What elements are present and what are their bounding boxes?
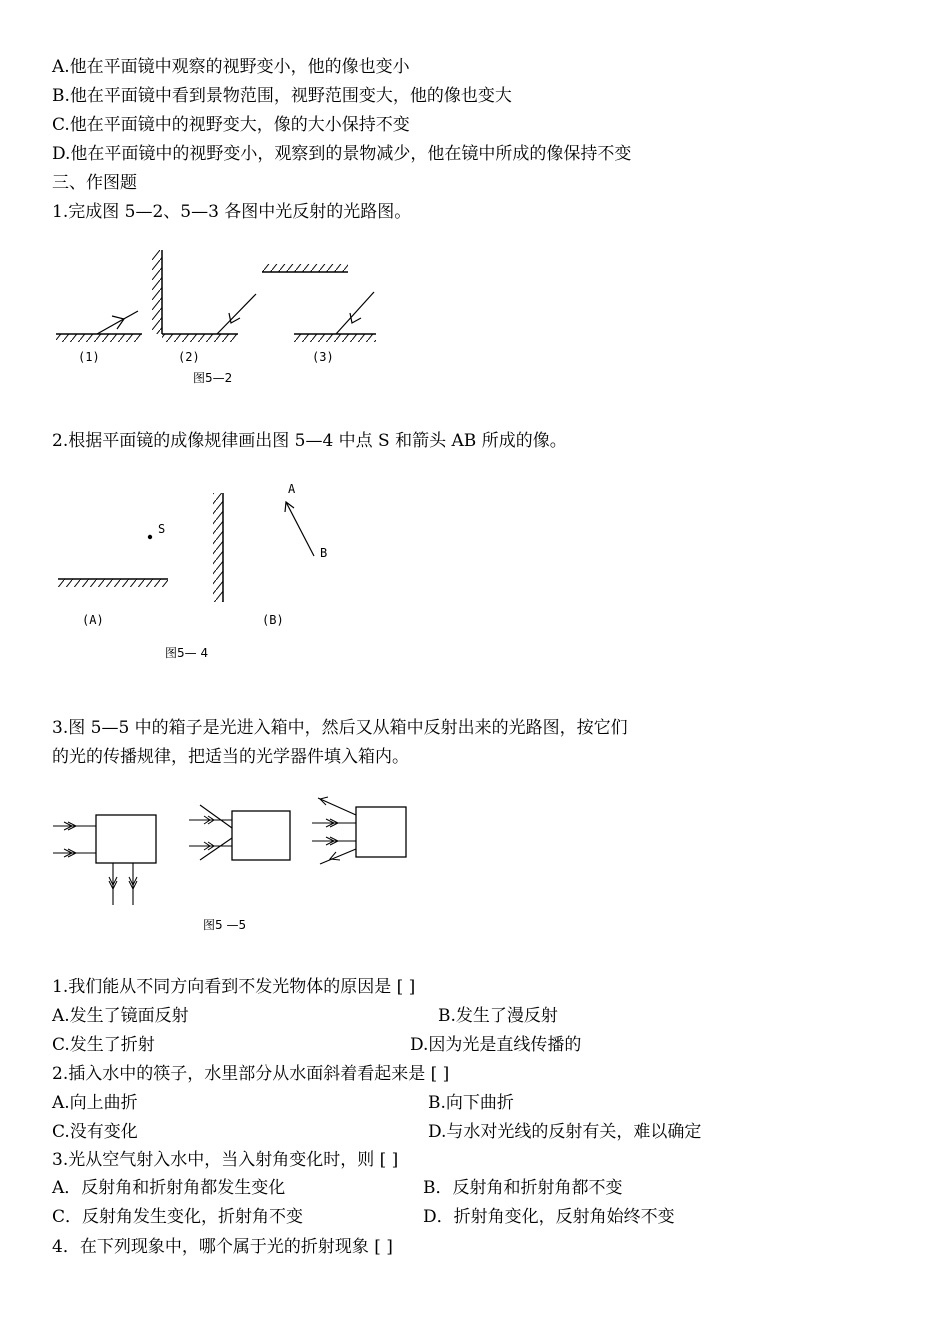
option-c-prev: C.他在平面镜中的视野变大，像的大小保持不变 (52, 115, 410, 135)
black-box-2 (232, 811, 290, 860)
black-box-1 (96, 815, 156, 863)
q2-text: 2.根据平面镜的成像规律画出图 5—4 中点 S 和箭头 AB 所成的像。 (52, 431, 567, 451)
q3-text-2: 的光的传播规律，把适当的光学器件填入箱内。 (52, 747, 409, 767)
mc1-option-b: B.发生了漫反射 (438, 1006, 558, 1026)
mc1-option-d: D.因为光是直线传播的 (410, 1035, 582, 1055)
mc2-option-b: B.向下曲折 (428, 1093, 514, 1113)
mc2-option-a: A.向上曲折 (52, 1093, 138, 1113)
mc3-question: 3.光从空气射入水中，当入射角变化时，则 [ ] (52, 1150, 399, 1170)
caption-5-2: 图5—2 (193, 371, 233, 385)
option-b-prev: B.他在平面镜中看到景物范围，视野范围变大，他的像也变大 (52, 86, 512, 106)
section-title: 三、作图题 (52, 173, 137, 193)
caption-5-5: 图5 —5 (203, 918, 247, 932)
fig-label-2: (2) (178, 350, 200, 364)
option-d-prev: D.他在平面镜中的视野变小，观察到的景物减少，他在镜中所成的像保持不变 (52, 144, 632, 164)
mc2-option-c: C.没有变化 (52, 1122, 138, 1142)
mc1-option-c: C.发生了折射 (52, 1035, 155, 1055)
mc3-option-a: A．反射角和折射角都发生变化 (52, 1178, 286, 1198)
fig-label-a: (A) (82, 613, 104, 627)
mc3-option-d: D．折射角变化，反射角始终不变 (423, 1207, 675, 1227)
fig-label-b: (B) (262, 613, 284, 627)
q1-text: 1.完成图 5—2、5—3 各图中光反射的光路图。 (52, 202, 412, 222)
label-a: A (288, 482, 296, 496)
q3-text-1: 3.图 5—5 中的箱子是光进入箱中，然后又从箱中反射出来的光路图，按它们 (52, 718, 628, 738)
fig-label-1: (1) (78, 350, 100, 364)
caption-5-4: 图5— 4 (165, 646, 209, 660)
mc2-question: 2.插入水中的筷子，水里部分从水面斜着看起来是 [ ] (52, 1064, 450, 1084)
q4-text: 4．在下列现象中，哪个属于光的折射现象 [ ] (52, 1237, 393, 1257)
point-s-label: S (158, 522, 166, 536)
mc1-option-a: A.发生了镜面反射 (52, 1006, 189, 1026)
mc1-question: 1.我们能从不同方向看到不发光物体的原因是 [ ] (52, 977, 416, 997)
option-a-prev: A.他在平面镜中观察的视野变小，他的像也变小 (52, 57, 410, 77)
black-box-3 (356, 807, 406, 857)
label-b: B (320, 546, 328, 560)
fig-label-3: (3) (312, 350, 334, 364)
mc2-option-d: D.与水对光线的反射有关，难以确定 (428, 1122, 702, 1142)
mc3-option-b: B．反射角和折射角都不变 (423, 1178, 623, 1198)
mc3-option-c: C．反射角发生变化，折射角不变 (52, 1207, 304, 1227)
